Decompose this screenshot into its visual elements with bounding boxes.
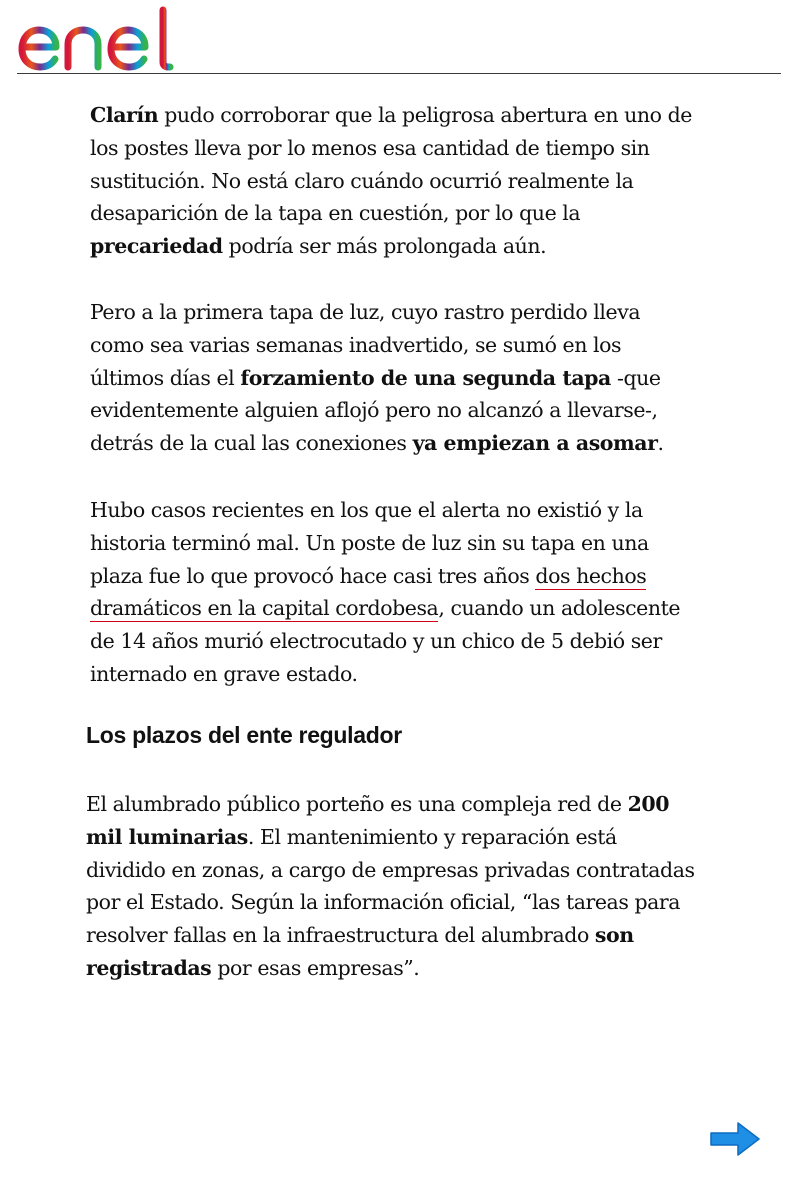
- text-segment: sustitución. No está claro cuándo ocurrió realmente la: [90, 168, 634, 193]
- bold-phrase: ya empiezan a asomar: [412, 431, 658, 456]
- text-segment: dividido en zonas, a cargo de empresas privadas contratadas: [86, 857, 695, 882]
- inline-link[interactable]: dramáticos en la capital cordobesa: [90, 596, 439, 621]
- article-paragraph: [90, 296, 664, 460]
- bold-phrase: Clarín: [90, 103, 159, 127]
- text-segment: pudo corroborar que la peligrosa abertura en uno de: [158, 103, 692, 127]
- header-divider: [17, 73, 781, 74]
- text-segment: evidentemente alguien aflojó pero no alcanzó a llevarse-,: [90, 398, 658, 423]
- text-segment: de 14 años murió electrocutado y un chico de 5 debió ser: [90, 629, 662, 654]
- text-segment: internado en grave estado.: [90, 661, 358, 686]
- text-segment: desaparición de la tapa en cuestión, por lo que la: [90, 201, 581, 226]
- text-segment: Pero a la primera tapa de luz, cuyo rastro perdido lleva: [90, 300, 641, 324]
- next-arrow-icon[interactable]: [709, 1120, 761, 1158]
- text-segment: El alumbrado público porteño es una compleja red de: [86, 792, 628, 816]
- text-segment: como sea varias semanas inadvertido, se sumó en los: [90, 332, 622, 357]
- text-segment: por el Estado. Según la información oficial, “las tareas para: [86, 890, 681, 915]
- bold-phrase: 200: [627, 792, 670, 816]
- bold-phrase: mil luminarias: [86, 824, 248, 849]
- section-subheading: Los plazos del ente regulador: [86, 722, 402, 748]
- text-segment: resolver fallas en la infraestructura del alumbrado: [86, 923, 595, 948]
- inline-link[interactable]: dos hechos: [535, 563, 647, 588]
- text-segment: detrás de la cual las conexiones: [90, 431, 413, 456]
- bold-phrase: precariedad: [90, 234, 223, 259]
- article-paragraph: [90, 99, 692, 263]
- article-paragraph: [86, 788, 695, 985]
- next-arrow-shape[interactable]: [711, 1123, 759, 1155]
- text-segment: Hubo casos recientes en los que el alerta no existió y la: [90, 498, 643, 522]
- text-segment: últimos días el: [90, 365, 241, 390]
- text-segment: historia terminó mal. Un poste de luz sin su tapa en una: [90, 530, 649, 555]
- text-segment: .: [657, 431, 664, 456]
- article-paragraph: [90, 494, 680, 691]
- text-segment: -que: [610, 365, 661, 390]
- text-segment: por esas empresas”.: [211, 955, 420, 980]
- text-segment: , cuando un adolescente: [438, 596, 681, 621]
- text-segment: plaza fue lo que provocó hace casi tres años: [90, 563, 536, 588]
- text-segment: los postes lleva por lo menos esa cantidad de tiempo sin: [90, 135, 650, 160]
- site-header: [0, 0, 800, 76]
- text-segment: . El mantenimiento y reparación está: [247, 824, 617, 849]
- bold-phrase: forzamiento de una segunda tapa: [240, 365, 611, 390]
- text-segment: podría ser más prolongada aún.: [222, 234, 547, 259]
- bold-phrase: registradas: [86, 955, 212, 980]
- bold-phrase: son: [594, 923, 634, 948]
- enel-logo[interactable]: [16, 6, 182, 72]
